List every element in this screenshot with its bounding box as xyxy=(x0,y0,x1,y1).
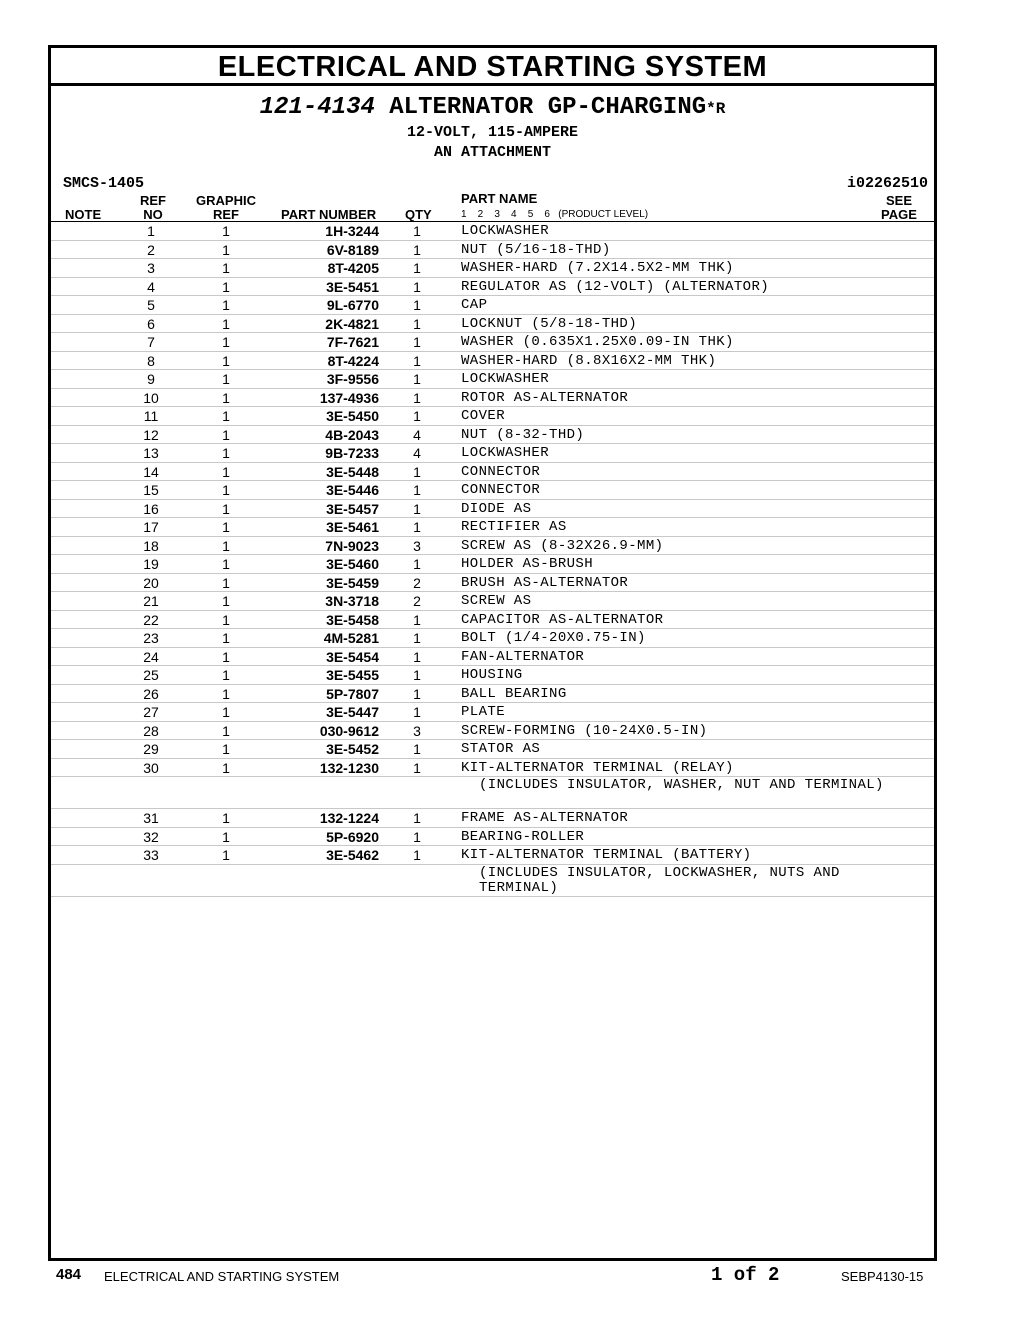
part-number: 9L-6770 xyxy=(326,297,379,313)
table-row xyxy=(51,537,934,556)
ref-no: 6 xyxy=(147,315,155,332)
table-row xyxy=(51,426,934,445)
table-row xyxy=(51,500,934,519)
table-row xyxy=(51,740,934,759)
part-name: DIODE AS xyxy=(461,500,532,517)
graphic-ref: 1 xyxy=(222,685,230,702)
quantity: 2 xyxy=(413,574,421,591)
graphic-ref: 1 xyxy=(222,482,230,498)
ref-no: 33 xyxy=(143,847,159,863)
part-name: NUT (5/16-18-THD) xyxy=(461,241,611,258)
quantity: 1 xyxy=(413,630,421,646)
part-name: ROTOR AS-ALTERNATOR xyxy=(461,389,629,406)
part-name: COVER xyxy=(461,408,506,424)
quantity: 1 xyxy=(413,297,421,313)
quantity: 1 xyxy=(413,260,421,276)
quantity: 1 xyxy=(413,315,421,332)
graphic-ref: 1 xyxy=(222,334,230,350)
ref-no: 7 xyxy=(147,334,155,350)
quantity: 3 xyxy=(413,722,421,739)
part-number: 2K-4821 xyxy=(325,315,379,332)
table-row xyxy=(51,722,934,741)
footer-page-number: 484 xyxy=(56,1266,82,1283)
quantity: 1 xyxy=(413,500,421,517)
part-number: 3E-5461 xyxy=(326,519,379,535)
ref-no: 15 xyxy=(143,482,159,498)
illustration-id: i02262510 xyxy=(846,175,928,192)
table-row xyxy=(51,574,934,593)
part-name: LOCKWASHER xyxy=(461,223,550,239)
ref-no: 25 xyxy=(143,667,159,683)
graphic-ref: 1 xyxy=(222,741,230,757)
part-number: 8T-4205 xyxy=(327,260,379,276)
group-name: ALTERNATOR GP-CHARGING xyxy=(389,94,707,121)
ref-no: 11 xyxy=(143,408,159,424)
part-number: 132-1224 xyxy=(319,810,379,826)
graphic-ref: 1 xyxy=(222,297,230,313)
graphic-ref: 1 xyxy=(222,445,230,461)
table-row xyxy=(51,592,934,611)
quantity: 1 xyxy=(413,828,421,845)
part-name: BRUSH AS-ALTERNATOR xyxy=(461,574,629,591)
graphic-ref: 1 xyxy=(222,556,230,572)
section-title: ELECTRICAL AND STARTING SYSTEM xyxy=(51,48,934,86)
table-header xyxy=(51,193,934,222)
quantity: 1 xyxy=(413,741,421,757)
quantity: 1 xyxy=(413,223,421,239)
part-name: NUT (8-32-THD) xyxy=(461,426,585,443)
part-name: BEARING-ROLLER xyxy=(461,828,585,845)
ref-no: 5 xyxy=(147,297,155,313)
part-name: BOLT (1/4-20X0.75-IN) xyxy=(461,630,646,646)
graphic-ref: 1 xyxy=(222,704,230,720)
part-name: LOCKWASHER xyxy=(461,371,550,387)
smcs-code: SMCS-1405 xyxy=(63,175,145,192)
part-name: CAPACITOR AS-ALTERNATOR xyxy=(461,611,664,628)
part-name: WASHER-HARD (7.2X14.5X2-MM THK) xyxy=(461,260,734,276)
part-number: 3E-5452 xyxy=(326,741,379,757)
graphic-ref: 1 xyxy=(222,315,230,332)
ref-no: 21 xyxy=(143,593,159,609)
graphic-ref: 1 xyxy=(222,722,230,739)
part-number: 3E-5459 xyxy=(326,574,379,591)
quantity: 4 xyxy=(413,445,421,461)
header-part-name: PART NAME xyxy=(461,191,538,206)
quantity: 1 xyxy=(413,704,421,720)
part-number: 4M-5281 xyxy=(323,630,379,646)
quantity: 1 xyxy=(413,371,421,387)
graphic-ref: 1 xyxy=(222,828,230,845)
part-name: SCREW-FORMING (10-24X0.5-IN) xyxy=(461,722,708,739)
part-number: 7F-7621 xyxy=(326,334,379,350)
quantity: 1 xyxy=(413,759,421,776)
part-number: 3E-5448 xyxy=(326,463,379,480)
quantity: 4 xyxy=(413,426,421,443)
table-row xyxy=(51,828,934,847)
quantity: 1 xyxy=(413,482,421,498)
part-name: FRAME AS-ALTERNATOR xyxy=(461,810,629,826)
graphic-ref: 1 xyxy=(222,759,230,776)
quantity: 1 xyxy=(413,463,421,480)
header-product-levels: 1 2 3 4 5 6 (PRODUCT LEVEL) xyxy=(461,209,649,220)
graphic-ref: 1 xyxy=(222,371,230,387)
part-number: 3E-5458 xyxy=(326,611,379,628)
ref-no: 17 xyxy=(143,519,159,535)
header-graphic-top: GRAPHIC xyxy=(196,193,256,208)
quantity: 1 xyxy=(413,389,421,406)
part-name: HOLDER AS-BRUSH xyxy=(461,556,594,572)
graphic-ref: 1 xyxy=(222,519,230,535)
part-number: 3E-5446 xyxy=(326,482,379,498)
part-number: 7N-9023 xyxy=(325,537,379,554)
graphic-ref: 1 xyxy=(222,810,230,826)
part-name: HOUSING xyxy=(461,667,523,683)
table-row xyxy=(51,685,934,704)
graphic-ref: 1 xyxy=(222,408,230,424)
ref-no: 31 xyxy=(143,810,159,826)
table-row xyxy=(51,629,934,648)
graphic-ref: 1 xyxy=(222,500,230,517)
quantity: 1 xyxy=(413,685,421,702)
ref-no: 14 xyxy=(143,463,159,480)
quantity: 1 xyxy=(413,611,421,628)
part-name: REGULATOR AS (12-VOLT) (ALTERNATOR) xyxy=(461,278,770,295)
table-row xyxy=(51,296,934,315)
table-row xyxy=(51,518,934,537)
ref-no: 12 xyxy=(143,426,159,443)
table-row xyxy=(51,809,934,828)
graphic-ref: 1 xyxy=(222,260,230,276)
table-row xyxy=(51,259,934,278)
ref-no: 13 xyxy=(143,445,159,461)
graphic-ref: 1 xyxy=(222,278,230,295)
ref-no: 29 xyxy=(143,741,159,757)
parts-page-frame xyxy=(48,45,937,1261)
table-row xyxy=(51,648,934,667)
part-name: LOCKWASHER xyxy=(461,445,550,461)
table-row xyxy=(51,444,934,463)
part-number: 4B-2043 xyxy=(325,426,379,443)
part-number: 8T-4224 xyxy=(327,352,379,369)
table-row xyxy=(51,481,934,500)
part-number: 5P-7807 xyxy=(326,685,379,702)
part-number: 3E-5455 xyxy=(326,667,379,683)
group-attachment-line: AN ATTACHMENT xyxy=(433,144,552,161)
part-number: 3E-5454 xyxy=(326,648,379,665)
ref-no: 18 xyxy=(143,537,159,554)
part-name: RECTIFIER AS xyxy=(461,519,567,535)
table-row xyxy=(51,703,934,722)
header-ref-top: REF xyxy=(140,193,166,208)
quantity: 1 xyxy=(413,648,421,665)
group-title xyxy=(51,94,934,123)
quantity: 1 xyxy=(413,408,421,424)
table-row xyxy=(51,370,934,389)
part-number: 6V-8189 xyxy=(326,241,379,258)
table-row xyxy=(51,611,934,630)
part-number: 1H-3244 xyxy=(325,223,379,239)
quantity: 1 xyxy=(413,278,421,295)
group-spec-line: 12-VOLT, 115-AMPERE xyxy=(406,124,579,141)
table-row xyxy=(51,555,934,574)
part-name: KIT-ALTERNATOR TERMINAL (BATTERY) xyxy=(461,847,752,863)
ref-no: 8 xyxy=(147,352,155,369)
part-number: 137-4936 xyxy=(319,389,379,406)
parts-list xyxy=(51,222,934,897)
footer-sheet: 1 of 2 xyxy=(711,1264,780,1286)
header-graphic-bottom: REF xyxy=(213,207,239,222)
table-row xyxy=(51,463,934,482)
quantity: 1 xyxy=(413,519,421,535)
table-row xyxy=(51,222,934,241)
quantity: 1 xyxy=(413,847,421,863)
table-row xyxy=(51,333,934,352)
ref-no: 20 xyxy=(143,574,159,591)
graphic-ref: 1 xyxy=(222,648,230,665)
part-name: WASHER (0.635X1.25X0.09-IN THK) xyxy=(461,334,734,350)
part-name: CONNECTOR xyxy=(461,482,541,498)
quantity: 1 xyxy=(413,667,421,683)
ref-no: 30 xyxy=(143,759,159,776)
quantity: 1 xyxy=(413,810,421,826)
graphic-ref: 1 xyxy=(222,241,230,258)
quantity: 1 xyxy=(413,334,421,350)
part-number: 3E-5462 xyxy=(326,847,379,863)
graphic-ref: 1 xyxy=(222,389,230,406)
graphic-ref: 1 xyxy=(222,537,230,554)
table-row xyxy=(51,389,934,408)
part-name: SCREW AS xyxy=(461,593,532,609)
part-name: KIT-ALTERNATOR TERMINAL (RELAY) xyxy=(461,759,734,776)
group-suffix: *R xyxy=(706,100,726,118)
group-number: 121-4134 xyxy=(259,94,375,121)
footer-section: ELECTRICAL AND STARTING SYSTEM xyxy=(104,1269,340,1284)
part-number: 3E-5457 xyxy=(326,500,379,517)
ref-no: 16 xyxy=(143,500,159,517)
table-row xyxy=(51,846,934,865)
quantity: 3 xyxy=(413,537,421,554)
part-number: 3F-9556 xyxy=(326,371,379,387)
part-name: SCREW AS (8-32X26.9-MM) xyxy=(461,537,664,554)
graphic-ref: 1 xyxy=(222,574,230,591)
table-row xyxy=(51,759,934,778)
graphic-ref: 1 xyxy=(222,611,230,628)
ref-no: 2 xyxy=(147,241,155,258)
ref-no: 4 xyxy=(147,278,155,295)
part-number: 5P-6920 xyxy=(326,828,379,845)
table-row-note xyxy=(51,865,934,897)
table-row xyxy=(51,407,934,426)
part-name: STATOR AS xyxy=(461,741,541,757)
quantity: 2 xyxy=(413,593,421,609)
ref-no: 19 xyxy=(143,556,159,572)
part-number: 3E-5451 xyxy=(326,278,379,295)
table-row xyxy=(51,666,934,685)
graphic-ref: 1 xyxy=(222,593,230,609)
part-name: CAP xyxy=(461,297,488,313)
footer-doc-id: SEBP4130-15 xyxy=(841,1269,924,1284)
table-row xyxy=(51,278,934,297)
graphic-ref: 1 xyxy=(222,463,230,480)
ref-no: 27 xyxy=(143,704,159,720)
part-name: WASHER-HARD (8.8X16X2-MM THK) xyxy=(461,352,717,369)
table-row xyxy=(51,315,934,334)
ref-no: 32 xyxy=(143,828,159,845)
graphic-ref: 1 xyxy=(222,667,230,683)
header-note: NOTE xyxy=(65,207,102,222)
part-name: PLATE xyxy=(461,704,506,720)
part-note: (INCLUDES INSULATOR, WASHER, NUT AND TERMINAL) xyxy=(479,777,884,793)
ref-no: 28 xyxy=(143,722,159,739)
part-number: 132-1230 xyxy=(319,759,379,776)
part-number: 3E-5460 xyxy=(326,556,379,572)
part-name: LOCKNUT (5/8-18-THD) xyxy=(461,315,638,332)
header-ref-bottom: NO xyxy=(143,207,163,222)
part-name: FAN-ALTERNATOR xyxy=(461,648,585,665)
graphic-ref: 1 xyxy=(222,630,230,646)
table-row xyxy=(51,352,934,371)
quantity: 1 xyxy=(413,241,421,258)
ref-no: 10 xyxy=(143,389,159,406)
part-number: 3E-5447 xyxy=(326,704,379,720)
part-number: 9B-7233 xyxy=(325,445,379,461)
graphic-ref: 1 xyxy=(222,352,230,369)
quantity: 1 xyxy=(413,352,421,369)
graphic-ref: 1 xyxy=(222,426,230,443)
part-name: CONNECTOR xyxy=(461,463,541,480)
ref-no: 9 xyxy=(147,371,155,387)
header-qty: QTY xyxy=(405,207,432,222)
ref-no: 22 xyxy=(143,611,159,628)
part-number: 3E-5450 xyxy=(326,408,379,424)
part-note: (INCLUDES INSULATOR, LOCKWASHER, NUTS AND TERMINAL) xyxy=(479,864,840,896)
quantity: 1 xyxy=(413,556,421,572)
graphic-ref: 1 xyxy=(222,847,230,863)
graphic-ref: 1 xyxy=(222,223,230,239)
header-see-top: SEE xyxy=(885,193,912,208)
page-footer xyxy=(0,1266,1020,1290)
part-number: 030-9612 xyxy=(319,722,379,739)
ref-no: 1 xyxy=(147,223,155,239)
id-row xyxy=(51,169,934,191)
table-row-note xyxy=(51,777,934,809)
header-see-bottom: PAGE xyxy=(881,207,917,222)
ref-no: 24 xyxy=(143,648,159,665)
ref-no: 26 xyxy=(143,685,159,702)
table-row xyxy=(51,241,934,260)
ref-no: 23 xyxy=(143,630,159,646)
ref-no: 3 xyxy=(147,260,155,276)
part-name: BALL BEARING xyxy=(461,685,567,702)
header-part-number: PART NUMBER xyxy=(281,207,377,222)
part-number: 3N-3718 xyxy=(325,593,379,609)
